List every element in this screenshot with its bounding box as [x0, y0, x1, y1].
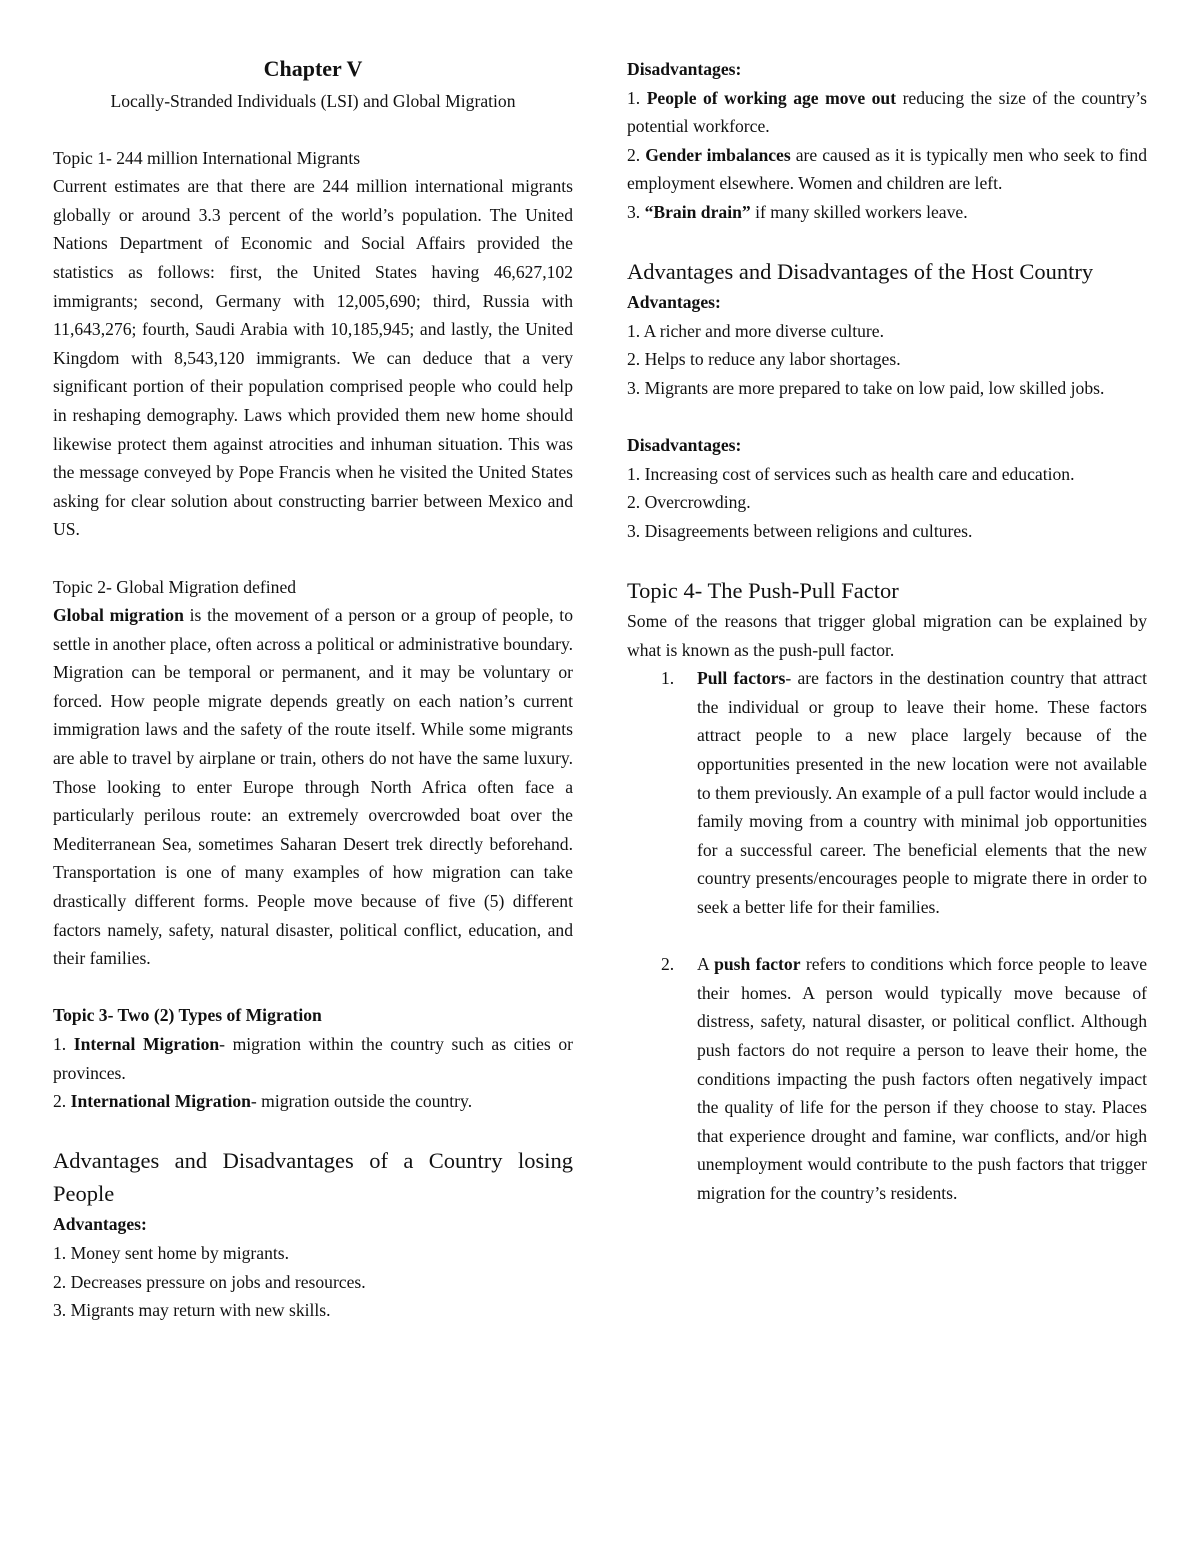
losing-adv-label: Advantages: — [53, 1214, 147, 1235]
list-item: 2. A push factor refers to conditions which force people to leave their homes. A person would typically move because of distress, safety, natural disaster, or political conflict. Although push factors do not require a person to leave their home, the conditions impacting the push factors often negatively impact the quality of life for the person if they choose to stay. Places that experience drought and famine, war conflicts, and/or high unemployment would contribute to the push factors that trigger migration for the country’s residents. — [661, 954, 1147, 1203]
topic2-heading: Topic 2- Global Migration defined — [53, 576, 297, 597]
topic3-heading: Topic 3- Two (2) Types of Migration — [53, 1005, 322, 1026]
left-column — [53, 55, 573, 1325]
losing-adv-item: 1. Money sent home by migrants. — [53, 1242, 290, 1263]
host-disadv-item: 1. Increasing cost of services such as health care and education. — [627, 463, 1075, 484]
topic2-term: Global migration — [53, 605, 184, 626]
host-adv-label: Advantages: — [627, 292, 721, 313]
host-heading: Advantages and Disadvantages of the Host Country — [627, 259, 1094, 285]
losing-adv-item: 3. Migrants may return with new skills. — [53, 1300, 331, 1321]
topic2-body — [53, 601, 573, 973]
topic4-heading: Topic 4- The Push-Pull Factor — [627, 578, 899, 604]
host-disadv-item: 3. Disagreements between religions and cultures. — [627, 520, 973, 541]
losing-heading: Advantages and Disadvantages of a Country losing People — [53, 1148, 573, 1207]
losing-adv-item: 2. Decreases pressure on jobs and resources. — [53, 1271, 366, 1292]
host-adv-item: 3. Migrants are more prepared to take on low paid, low skilled jobs. — [627, 377, 1105, 398]
topic1-body: Current estimates are that there are 244 million international migrants globally or around 3.3 percent of the world’s population. The United Nations Department of Economic and Social Affairs provided the statistics as follows: first, the United States having 46,627,102 immigrants; second, Germany with 12,005,690; third, Russia with 11,643,276; fourth, Saudi Arabia with 10,185,945; and lastly, the United Kingdom with 8,543,120 immigrants. We can deduce that a very significant portion of their population comprised people who could help in reshaping demography. Laws which provided them new home should likewise protect them against atrocities and inhuman situation. This was the message conveyed by Pope Francis when he visited the United States asking for clear solution about constructing barrier between Mexico and US. — [53, 176, 573, 540]
topic1-heading: Topic 1- 244 million International Migrants — [53, 147, 361, 168]
host-adv-item: 2. Helps to reduce any labor shortages. — [627, 349, 901, 370]
losing-disadv-item: 3. “Brain drain” if many skilled workers leave. — [627, 201, 968, 222]
chapter-title: Chapter V — [263, 56, 363, 81]
topic2-text: is the movement of a person or a group of people, to settle in another place, often across a political or administrative boundary. Migration can be temporal or permanent, and it may be voluntary or forced. How people migrate depends greatly on each nation’s current immigration laws and the safety of the route itself. While some migrants are able to travel by airplane or train, others do not have the same luxury. Those looking to enter Europe through North Africa often face a particularly perilous route: an extremely overcrowded boat over the Mediterranean Sea, sometimes Saharan Desert trek directly beforehand. Transportation is one of many examples of how migration can take drastically different forms. People move because of five (5) different factors namely, safety, natural disaster, political conflict, education, and their families. — [53, 605, 573, 969]
losing-disadv-label: Disadvantages: — [627, 59, 742, 79]
topic3-item: 2. International Migration- migration outside the country. — [53, 1091, 473, 1112]
topic3-item: 1. Internal Migration- migration within the country such as cities or provinces. — [53, 1034, 573, 1083]
losing-disadv-item: 2. Gender imbalances are caused as it is typically men who seek to find employment elsewhere. Women and children are left. — [627, 144, 1148, 194]
host-disadv-item: 2. Overcrowding. — [627, 492, 751, 513]
list-item: 1. Pull factors- are factors in the destination country that attract the individual or group to leave their home. These factors attract people to a new place largely because of the opportunities presented in the new location were not available to them previously. An example of a pull factor would include a family moving from a country with minimal job opportunities for a successful career. The beneficial elements that the new country presents/encourages people to migrate there in order to seek a better life for their families. — [661, 668, 1147, 918]
losing-disadv-item: 1. People of working age move out reducing the size of the country’s potential workforce. — [627, 87, 1148, 137]
chapter-subtitle: Locally-Stranded Individuals (LSI) and Global Migration — [110, 91, 516, 111]
push-pull-list — [627, 664, 1147, 1207]
topic4-intro: Some of the reasons that trigger global migration can be explained by what is known as the push-pull factor. — [627, 611, 1147, 660]
host-adv-item: 1. A richer and more diverse culture. — [627, 320, 884, 341]
host-disadv-label: Disadvantages: — [627, 435, 742, 456]
right-column — [627, 55, 1147, 1208]
